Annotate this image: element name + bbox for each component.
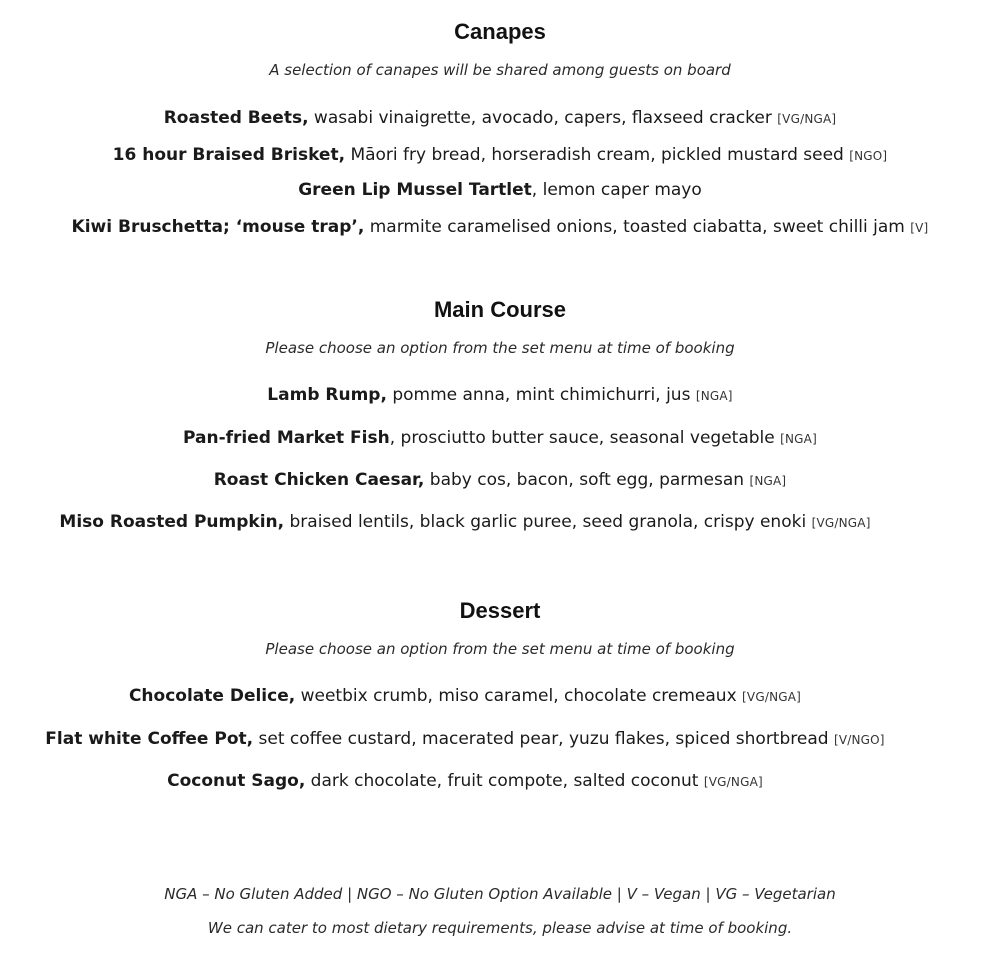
menu-item — [0, 511, 930, 533]
menu-item-desc: marmite caramelised onions, toasted ciabatta, sweet chilli jam — [364, 217, 911, 237]
dietary-legend: NGA – No Gluten Added | NGO – No Gluten Option Available | V – Vegan | VG – Vegetarian — [164, 885, 836, 903]
menu-item-name: Green Lip Mussel Tartlet — [298, 180, 532, 200]
menu-item-name: Chocolate Delice, — [128, 686, 296, 706]
menu-item-desc: weetbix crumb, miso caramel, chocolate cremeaux — [295, 686, 743, 706]
dietary-tag: [V] — [910, 221, 929, 235]
menu-item-name: Roasted Beets, — [163, 108, 309, 128]
menu-item — [0, 384, 1000, 406]
menu-item — [0, 179, 1000, 201]
dessert-subtitle: Please choose an option from the set menu at time of booking — [265, 640, 735, 658]
menu-item — [0, 469, 1000, 491]
menu-item — [0, 685, 930, 707]
dietary-tag: [NGA] — [695, 389, 733, 403]
menu-item-name: Roast Chicken Caesar, — [213, 470, 425, 490]
dessert-heading: Dessert — [459, 598, 541, 623]
menu-item-desc: set coffee custard, macerated pear, yuzu flakes, spiced shortbread — [253, 729, 834, 749]
main-course-heading: Main Course — [433, 297, 567, 322]
canapes-heading: Canapes — [454, 19, 546, 44]
menu-item-desc: , lemon caper mayo — [531, 180, 702, 200]
menu-item-name: Lamb Rump, — [267, 385, 387, 405]
dietary-tag: [VG/NGA] — [811, 516, 871, 530]
dietary-tag: [VG/NGA] — [703, 775, 763, 789]
menu-item — [0, 216, 1000, 238]
menu-item-desc: , prosciutto butter sauce, seasonal vegetable — [389, 428, 781, 448]
dietary-note: We can cater to most dietary requirements, please advise at time of booking. — [207, 919, 793, 937]
menu-item — [0, 144, 1000, 166]
dessert-section — [0, 597, 1000, 659]
menu-item — [0, 107, 1000, 129]
menu-item — [0, 770, 930, 792]
dietary-tag: [VG/NGA] — [777, 112, 837, 126]
dietary-tag: [V/NGO] — [833, 733, 885, 747]
canapes-subtitle: A selection of canapes will be shared among guests on board — [269, 61, 731, 79]
menu-item-name: Pan-fried Market Fish — [183, 428, 390, 448]
canapes-section — [0, 18, 1000, 80]
dietary-footer — [0, 884, 1000, 938]
menu-item — [0, 427, 1000, 449]
menu-item-desc: Māori fry bread, horseradish cream, pickled mustard seed — [345, 145, 850, 165]
menu-item-desc: pomme anna, mint chimichurri, jus — [386, 385, 696, 405]
menu-item-name: Miso Roasted Pumpkin, — [59, 512, 285, 532]
menu-item-name: Flat white Coffee Pot, — [45, 729, 254, 749]
dietary-tag: [VG/NGA] — [742, 690, 802, 704]
menu-item-name: Kiwi Bruschetta; ‘mouse trap’, — [71, 217, 365, 237]
menu-item — [0, 728, 930, 750]
menu-item-desc: baby cos, bacon, soft egg, parmesan — [424, 470, 750, 490]
dietary-tag: [NGA] — [749, 474, 787, 488]
dietary-tag: [NGO] — [849, 149, 888, 163]
menu-item-name: Coconut Sago, — [167, 771, 306, 791]
menu-item-desc: dark chocolate, fruit compote, salted coconut — [305, 771, 704, 791]
menu-item-name: 16 hour Braised Brisket, — [112, 145, 346, 165]
menu-item-desc: braised lentils, black garlic puree, seed granola, crispy enoki — [284, 512, 812, 532]
dietary-tag: [NGA] — [780, 432, 817, 446]
main-course-section — [0, 296, 1000, 358]
main-course-subtitle: Please choose an option from the set menu at time of booking — [265, 339, 735, 357]
menu-item-desc: wasabi vinaigrette, avocado, capers, flaxseed cracker — [308, 108, 778, 128]
